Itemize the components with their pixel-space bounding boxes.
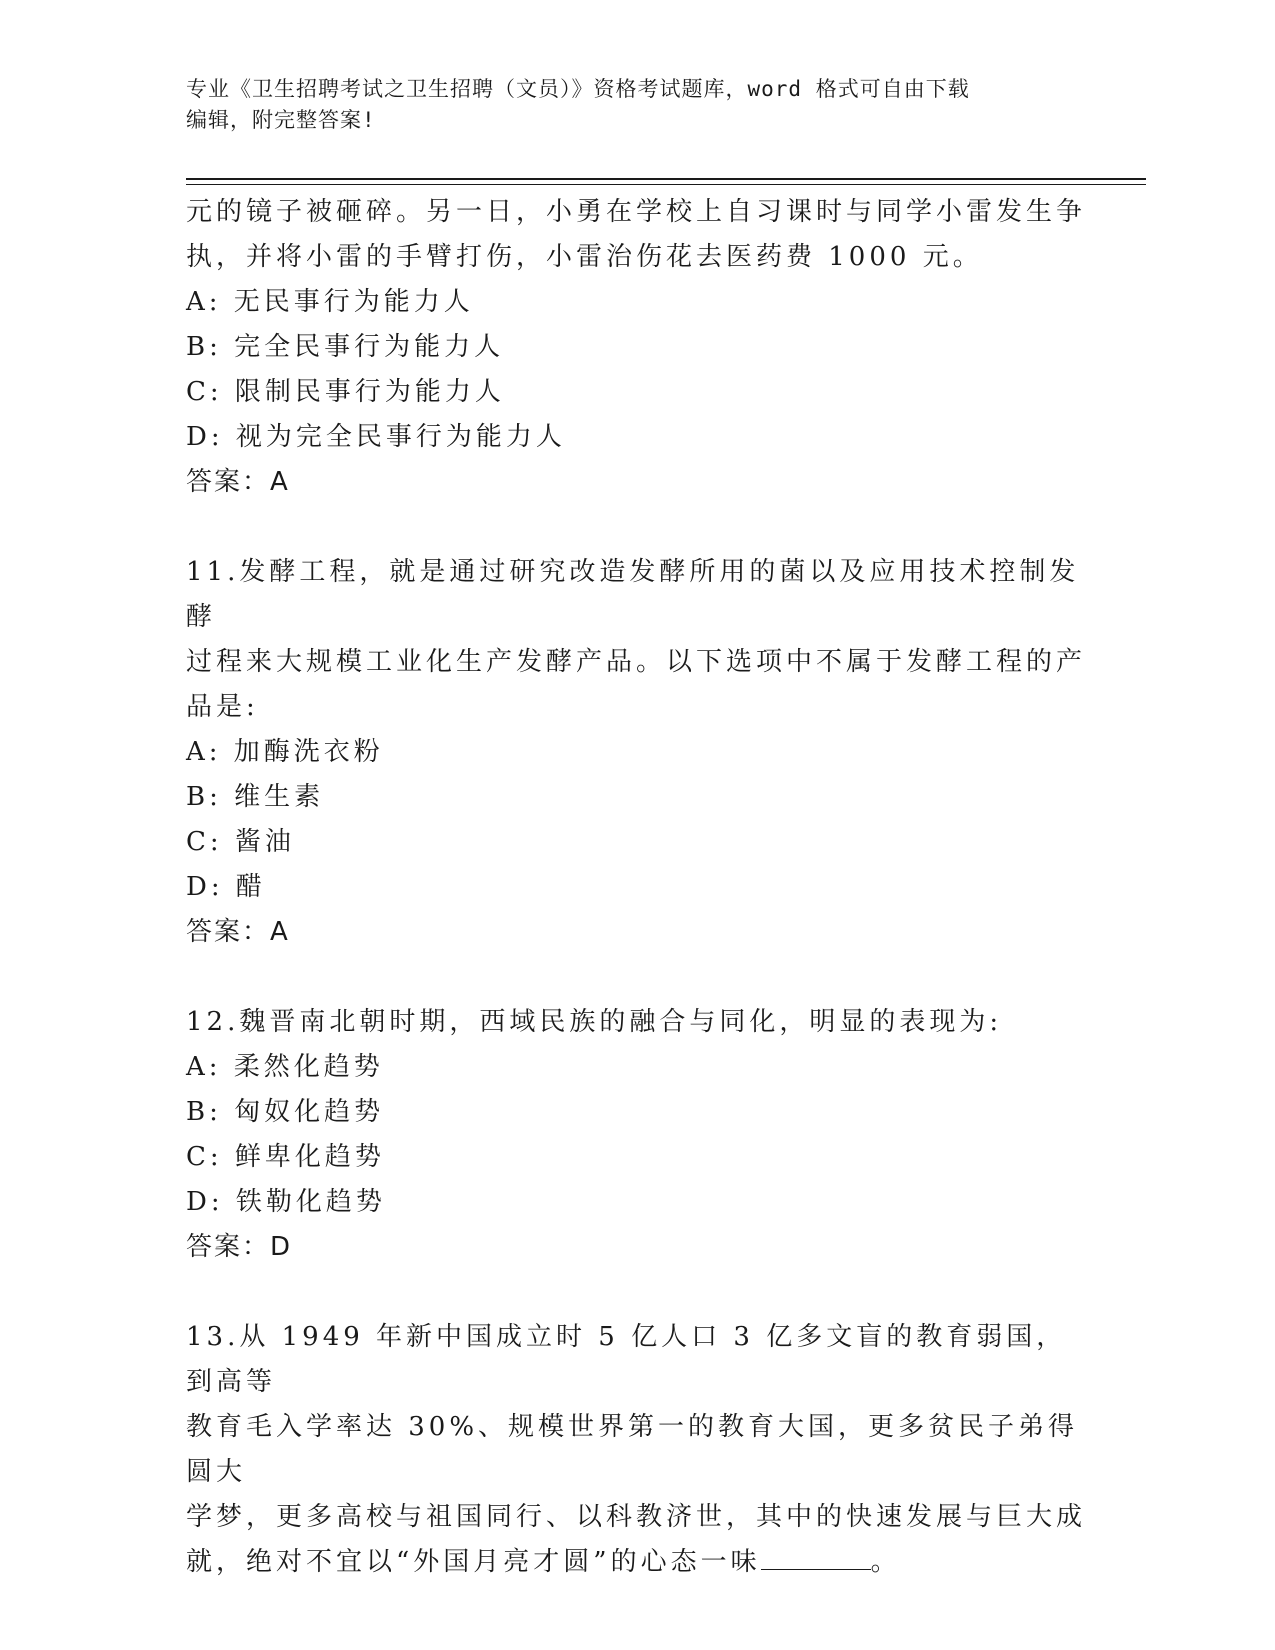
option-d: D: 醋 — [186, 872, 266, 902]
option-a: A: 加酶洗衣粉 — [186, 737, 384, 767]
option-b: B: 匈奴化趋势 — [186, 1097, 385, 1127]
question-text-line — [186, 1540, 1086, 1585]
question-13 — [186, 1315, 1086, 1585]
option-a: A: 柔然化趋势 — [186, 1052, 384, 1082]
question-12 — [186, 1000, 1086, 1270]
question-text-line: 品是: — [186, 692, 259, 722]
option-d: D: 铁勒化趋势 — [186, 1187, 386, 1217]
header-rule-thick — [186, 178, 1146, 180]
option-a: A: 无民事行为能力人 — [186, 287, 474, 317]
answer-line: 答案：D — [186, 1232, 293, 1262]
option-d: D: 视为完全民事行为能力人 — [186, 422, 566, 452]
question-text-line: 学梦，更多高校与祖国同行、以科教济世，其中的快速发展与巨大成 — [186, 1502, 1087, 1532]
question-text-line: 过程来大规模工业化生产发酵产品。以下选项中不属于发酵工程的产 — [186, 647, 1087, 677]
question-text-segment: 就，绝对不宜以“外国月亮才圆”的心态一味 — [186, 1547, 761, 1577]
question-body — [186, 190, 1086, 1585]
question-text-line: 11.发酵工程，就是通过研究改造发酵所用的菌以及应用技术控制发酵 — [186, 557, 1080, 632]
answer-line: 答案：A — [186, 917, 290, 947]
question-text-segment: 。 — [870, 1547, 901, 1577]
answer-line: 答案：A — [186, 467, 290, 497]
question-text-line: 13.从 1949 年新中国成立时 5 亿人口 3 亿多文盲的教育弱国，到高等 — [186, 1322, 1067, 1397]
header-rule-thin — [186, 184, 1146, 185]
header-line-1: 专业《卫生招聘考试之卫生招聘（文员）》资格考试题库，word 格式可自由下载 — [186, 77, 970, 101]
question-text-line: 元的镜子被砸碎。另一日，小勇在学校上自习课时与同学小雷发生争 — [186, 197, 1087, 227]
question-11 — [186, 550, 1086, 955]
question-text-line: 教育毛入学率达 30%、规模世界第一的教育大国，更多贫民子弟得圆大 — [186, 1412, 1079, 1487]
document-header — [186, 74, 1066, 136]
header-line-2: 编辑，附完整答案! — [186, 108, 376, 132]
option-b: B: 维生素 — [186, 782, 325, 812]
option-c: C: 限制民事行为能力人 — [186, 377, 505, 407]
option-c: C: 鲜卑化趋势 — [186, 1142, 385, 1172]
question-10 — [186, 190, 1086, 505]
fill-in-blank — [761, 1549, 871, 1570]
option-b: B: 完全民事行为能力人 — [186, 332, 505, 362]
option-c: C: 酱油 — [186, 827, 295, 857]
question-text-line: 12.魏晋南北朝时期，西域民族的融合与同化，明显的表现为: — [186, 1007, 1003, 1037]
question-text-line: 执，并将小雷的手臂打伤，小雷治伤花去医药费 1000 元。 — [186, 242, 983, 272]
